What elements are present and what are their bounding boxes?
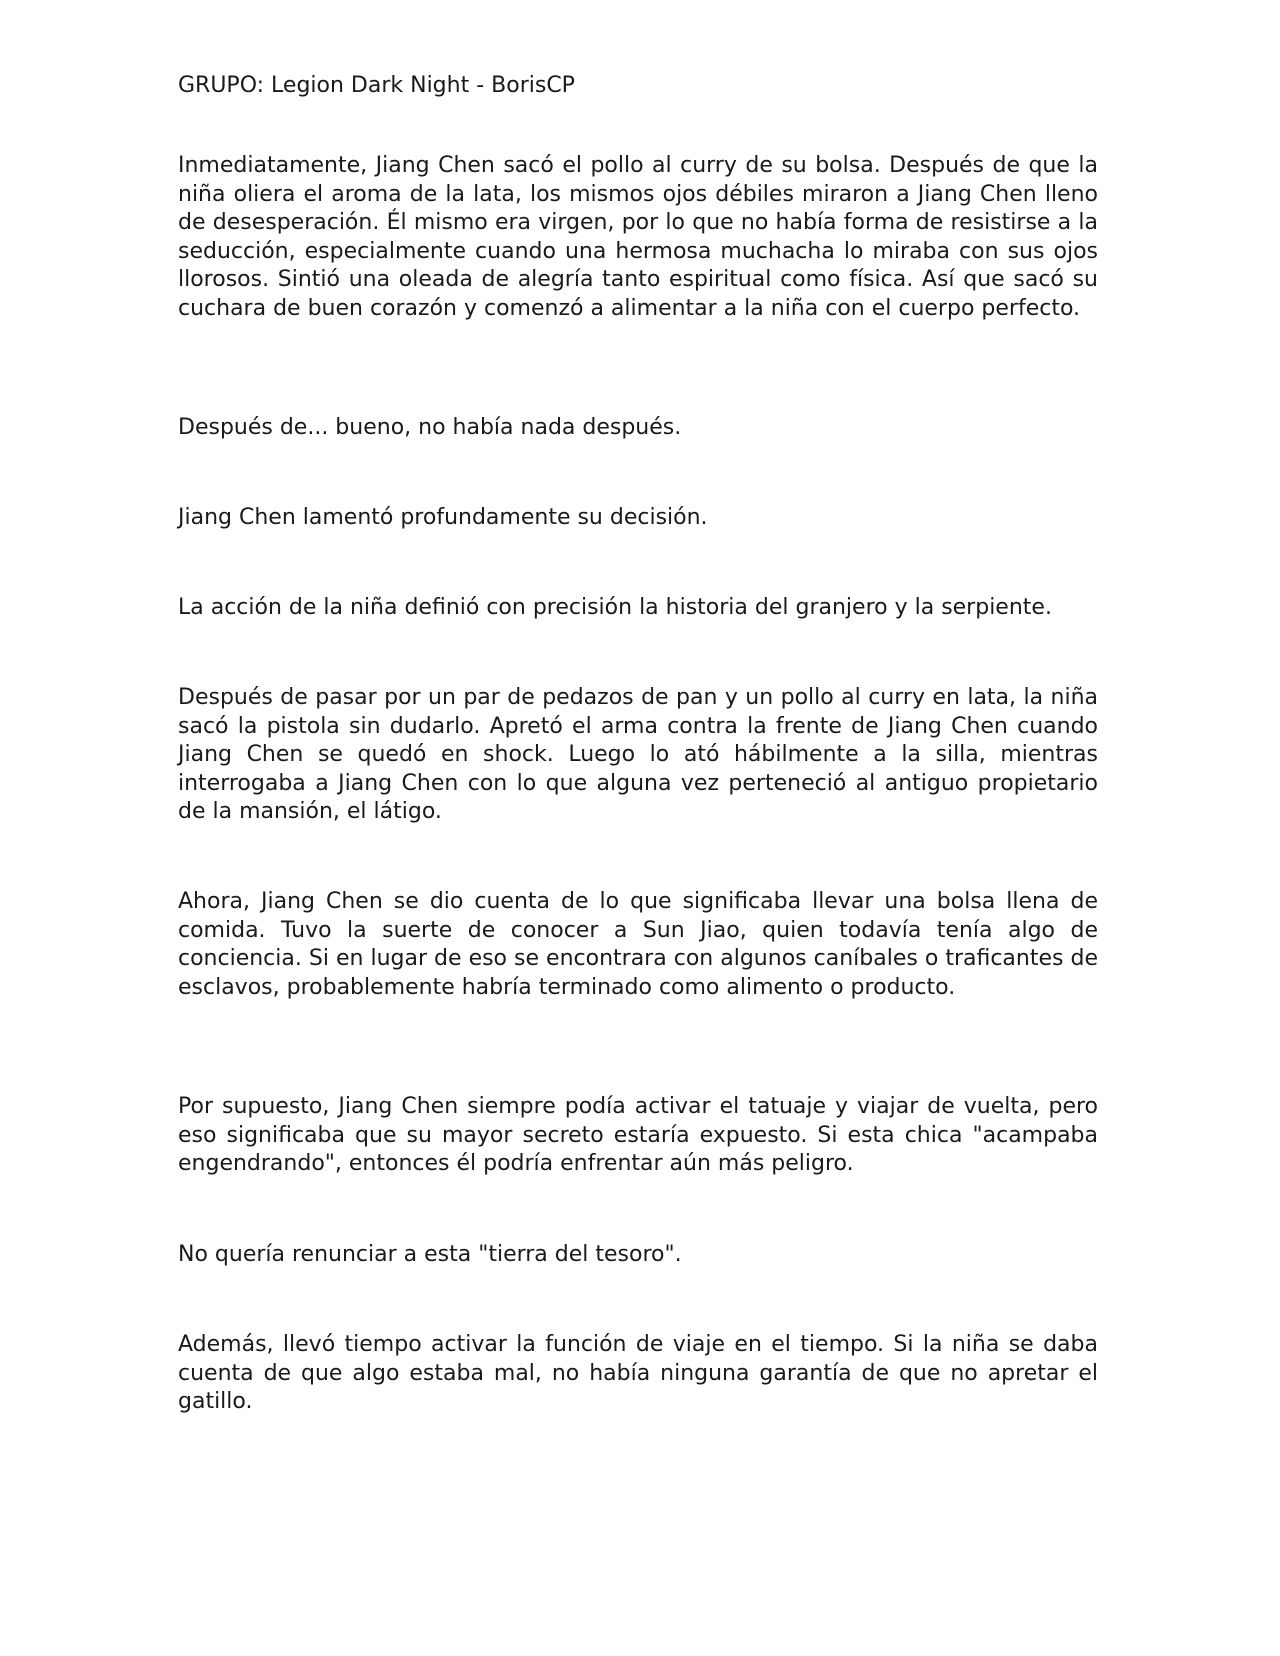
paragraph-8: No quería renunciar a esta "tierra del tesoro". bbox=[178, 1242, 682, 1267]
paragraph-4: La acción de la niña definió con precisión la historia del granjero y la serpiente. bbox=[178, 595, 1052, 620]
paragraph-1: Inmediatamente, Jiang Chen sacó el pollo al curry de su bolsa. Después de que la niña oliera el aroma de la lata, los mismos ojos débiles miraron a Jiang Chen lleno de desesperación. Él mismo era virgen, por lo que no había forma de resistirse a la seducción, especialmente cuando una hermosa muchacha lo miraba con sus ojos llorosos. Sintió una oleada de alegría tanto espiritual como física. Así que sacó su cuchara de buen corazón y comenzó a alimentar a la niña con el cuerpo perfecto. bbox=[178, 153, 1098, 321]
paragraph-7: Por supuesto, Jiang Chen siempre podía activar el tatuaje y viajar de vuelta, pero eso significaba que su mayor secreto estaría expuesto. Si esta chica "acampaba engendrando", entonces él podría enfrentar aún más peligro. bbox=[178, 1094, 1098, 1177]
paragraph-9: Además, llevó tiempo activar la función de viaje en el tiempo. Si la niña se daba cuenta de que algo estaba mal, no había ninguna garantía de que no apretar el gatillo. bbox=[178, 1332, 1098, 1415]
paragraph-2: Después de... bueno, no había nada después. bbox=[178, 415, 682, 440]
paragraph-3: Jiang Chen lamentó profundamente su decisión. bbox=[178, 505, 708, 530]
document-header: GRUPO: Legion Dark Night - BorisCP bbox=[178, 73, 575, 98]
paragraph-6: Ahora, Jiang Chen se dio cuenta de lo que significaba llevar una bolsa llena de comida. Tuvo la suerte de conocer a Sun Jiao, quien todavía tenía algo de conciencia. Si en lugar de eso se encontrara con algunos caníbales o traficantes de esclavos, probablemente habría terminado como alimento o producto. bbox=[178, 889, 1098, 1000]
paragraph-5: Después de pasar por un par de pedazos de pan y un pollo al curry en lata, la niña sacó la pistola sin dudarlo. Apretó el arma contra la frente de Jiang Chen cuando Jiang Chen se quedó en shock. Luego lo ató hábilmente a la silla, mientras interrogaba a Jiang Chen con lo que alguna vez perteneció al antiguo propietario de la mansión, el látigo. bbox=[178, 685, 1098, 825]
